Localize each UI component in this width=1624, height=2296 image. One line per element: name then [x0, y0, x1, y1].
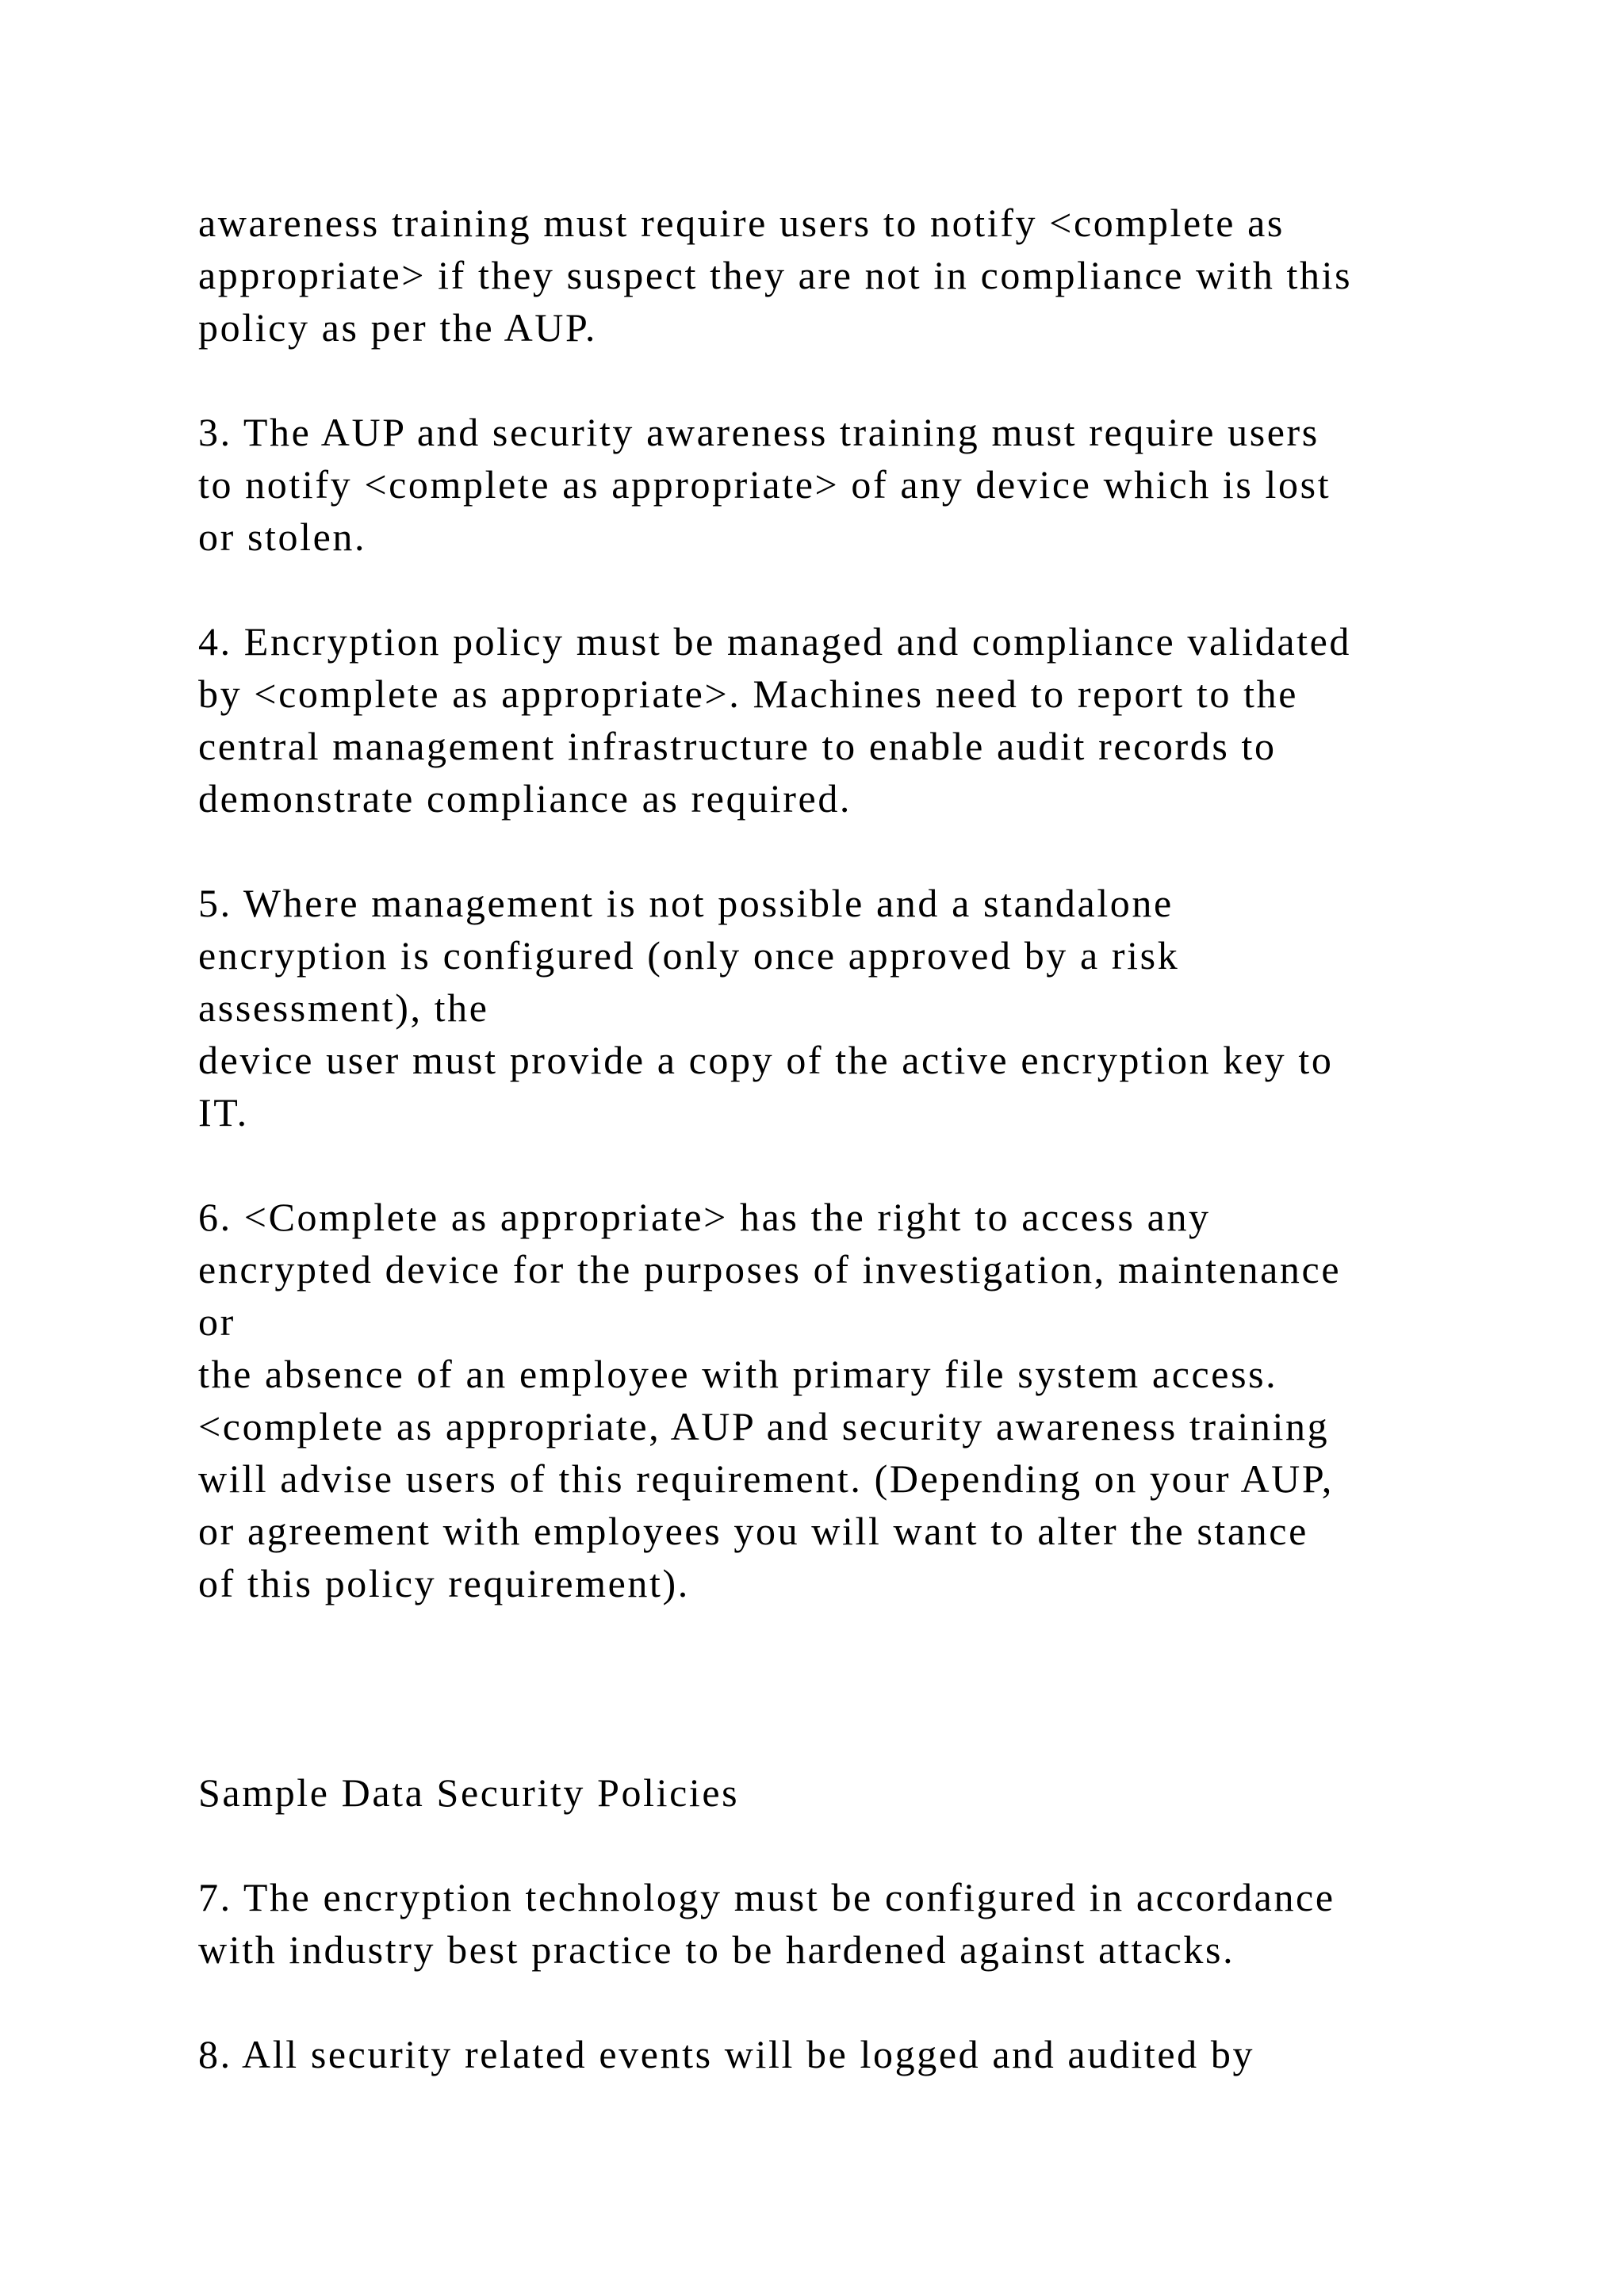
text-line: or: [198, 1299, 236, 1344]
text-line: the absence of an employee with primary file system access.: [198, 1352, 1278, 1396]
text-line: to notify <complete as appropriate> of any device which is lost: [198, 462, 1331, 507]
text-line: 8. All security related events will be logged and audited by: [198, 2032, 1255, 2076]
text-line: encryption is configured (only once approved by a risk: [198, 933, 1180, 978]
text-line: central management infrastructure to enable audit records to: [198, 724, 1277, 768]
paragraph-spacer: [198, 563, 1546, 615]
policy-item-3: [198, 406, 1546, 563]
policy-item-8: [198, 2028, 1546, 2080]
paragraph-spacer: [198, 1609, 1546, 1662]
policy-item-6: [198, 1191, 1546, 1609]
text-line: by <complete as appropriate>. Machines need to report to the: [198, 672, 1298, 716]
paragraph-spacer: [198, 825, 1546, 877]
paragraph-spacer: [198, 1138, 1546, 1191]
text-line: of this policy requirement).: [198, 1561, 690, 1605]
section-heading: Sample Data Security Policies: [198, 1770, 740, 1815]
policy-item-5: [198, 877, 1546, 1138]
text-line: appropriate> if they suspect they are not in compliance with this: [198, 253, 1353, 297]
text-line: or agreement with employees you will want to alter the stance: [198, 1509, 1308, 1553]
policy-item-7: [198, 1871, 1546, 1976]
paragraph-spacer: [198, 1819, 1546, 1871]
text-line: 4. Encryption policy must be managed and compliance validated: [198, 619, 1352, 664]
text-line: encrypted device for the purposes of investigation, maintenance: [198, 1247, 1342, 1292]
paragraph-spacer: [198, 354, 1546, 406]
text-line: IT.: [198, 1090, 249, 1135]
paragraph-intro: [198, 197, 1546, 354]
paragraph-spacer: [198, 1976, 1546, 2028]
paragraph-spacer: [198, 1714, 1546, 1766]
text-line: 3. The AUP and security awareness training must require users: [198, 410, 1320, 454]
document-body: [198, 197, 1546, 2080]
text-line: assessment), the: [198, 985, 489, 1030]
text-line: 6. <Complete as appropriate> has the right to access any: [198, 1195, 1211, 1239]
text-line: 5. Where management is not possible and a standalone: [198, 881, 1174, 925]
text-line: or stolen.: [198, 515, 367, 559]
text-line: policy as per the AUP.: [198, 305, 597, 350]
paragraph-spacer: [198, 1662, 1546, 1714]
text-line: demonstrate compliance as required.: [198, 776, 852, 821]
text-line: 7. The encryption technology must be configured in accordance: [198, 1875, 1335, 1919]
text-line: awareness training must require users to notify <complete as: [198, 201, 1285, 245]
text-line: device user must provide a copy of the active encryption key to: [198, 1038, 1334, 1082]
policy-item-4: [198, 615, 1546, 825]
text-line: <complete as appropriate, AUP and security awareness training: [198, 1404, 1330, 1448]
text-line: with industry best practice to be hardened against attacks.: [198, 1927, 1235, 1972]
text-line: will advise users of this requirement. (Depending on your AUP,: [198, 1456, 1334, 1501]
